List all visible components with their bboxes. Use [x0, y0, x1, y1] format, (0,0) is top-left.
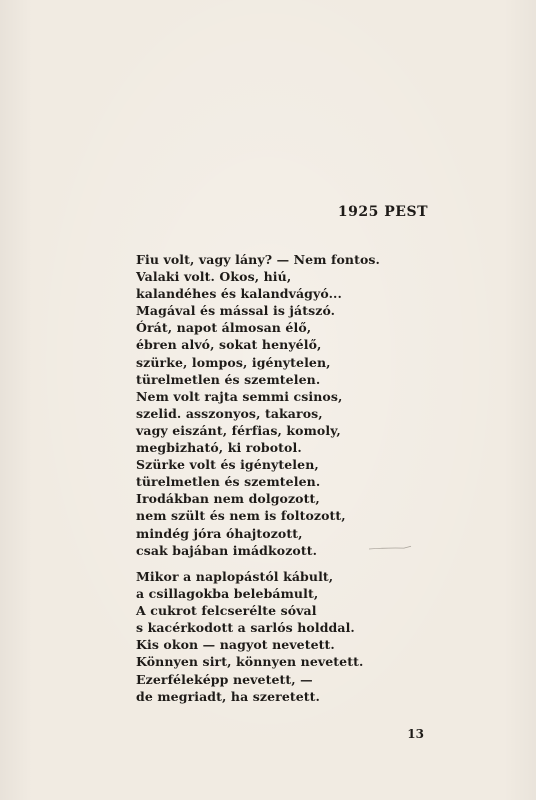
poem-line: A cukrot felcserélte sóval — [136, 603, 317, 619]
poem-line: szelid. asszonyos, takaros, — [136, 405, 323, 421]
poem-line: Ezerféleképp nevetett, — — [136, 671, 313, 687]
poem-line: türelmetlen és szemtelen. — [136, 474, 321, 490]
poem-stanza-1 — [136, 251, 380, 559]
pencil-mark — [368, 545, 412, 551]
poem-line: Magával és mással is játszó. — [136, 303, 336, 319]
poem-line: nem szült és nem is foltozott, — [136, 508, 346, 524]
poem-line: Nem volt rajta semmi csinos, — [136, 388, 343, 404]
poem-line: ébren alvó, sokat henyélő, — [136, 337, 322, 353]
poem-line: a csillagokba belebámult, — [136, 586, 319, 602]
poem-line: Valaki volt. Okos, hiú, — [136, 269, 292, 285]
poem-line: Órát, napot álmosan élő, — [136, 320, 312, 336]
poem-line: szürke, lompos, igénytelen, — [136, 354, 331, 370]
poem-line: megbizható, ki robotol. — [136, 440, 302, 456]
poem-line: de megriadt, ha szeretett. — [136, 688, 321, 704]
poem-line: s kacérkodott a sarlós holddal. — [136, 620, 355, 636]
poem-title: 1925 PEST — [337, 204, 428, 220]
poem-line: csak bajában imádkozott. — [136, 542, 318, 558]
poem-line: vagy eiszánt, férfias, komoly, — [136, 422, 341, 438]
poem-line: Fiu volt, vagy lány? — Nem fontos. — [136, 252, 380, 267]
poem-stanza-2 — [136, 568, 363, 705]
poem-line: Irodákban nem dolgozott, — [136, 491, 320, 507]
poem-line: kalandéhes és kalandvágyó... — [136, 286, 342, 302]
poem-line: türelmetlen és szemtelen. — [136, 371, 321, 387]
poem-line: mindég jóra óhajtozott, — [136, 525, 303, 541]
poem-line: Mikor a naplopástól kábult, — [136, 569, 334, 584]
poem-line: Szürke volt és igénytelen, — [136, 457, 319, 473]
page-number: 13 — [407, 727, 424, 741]
poem-line: Kis okon — nagyot nevetett. — [136, 637, 335, 653]
poem-line: Könnyen sirt, könnyen nevetett. — [136, 654, 364, 670]
